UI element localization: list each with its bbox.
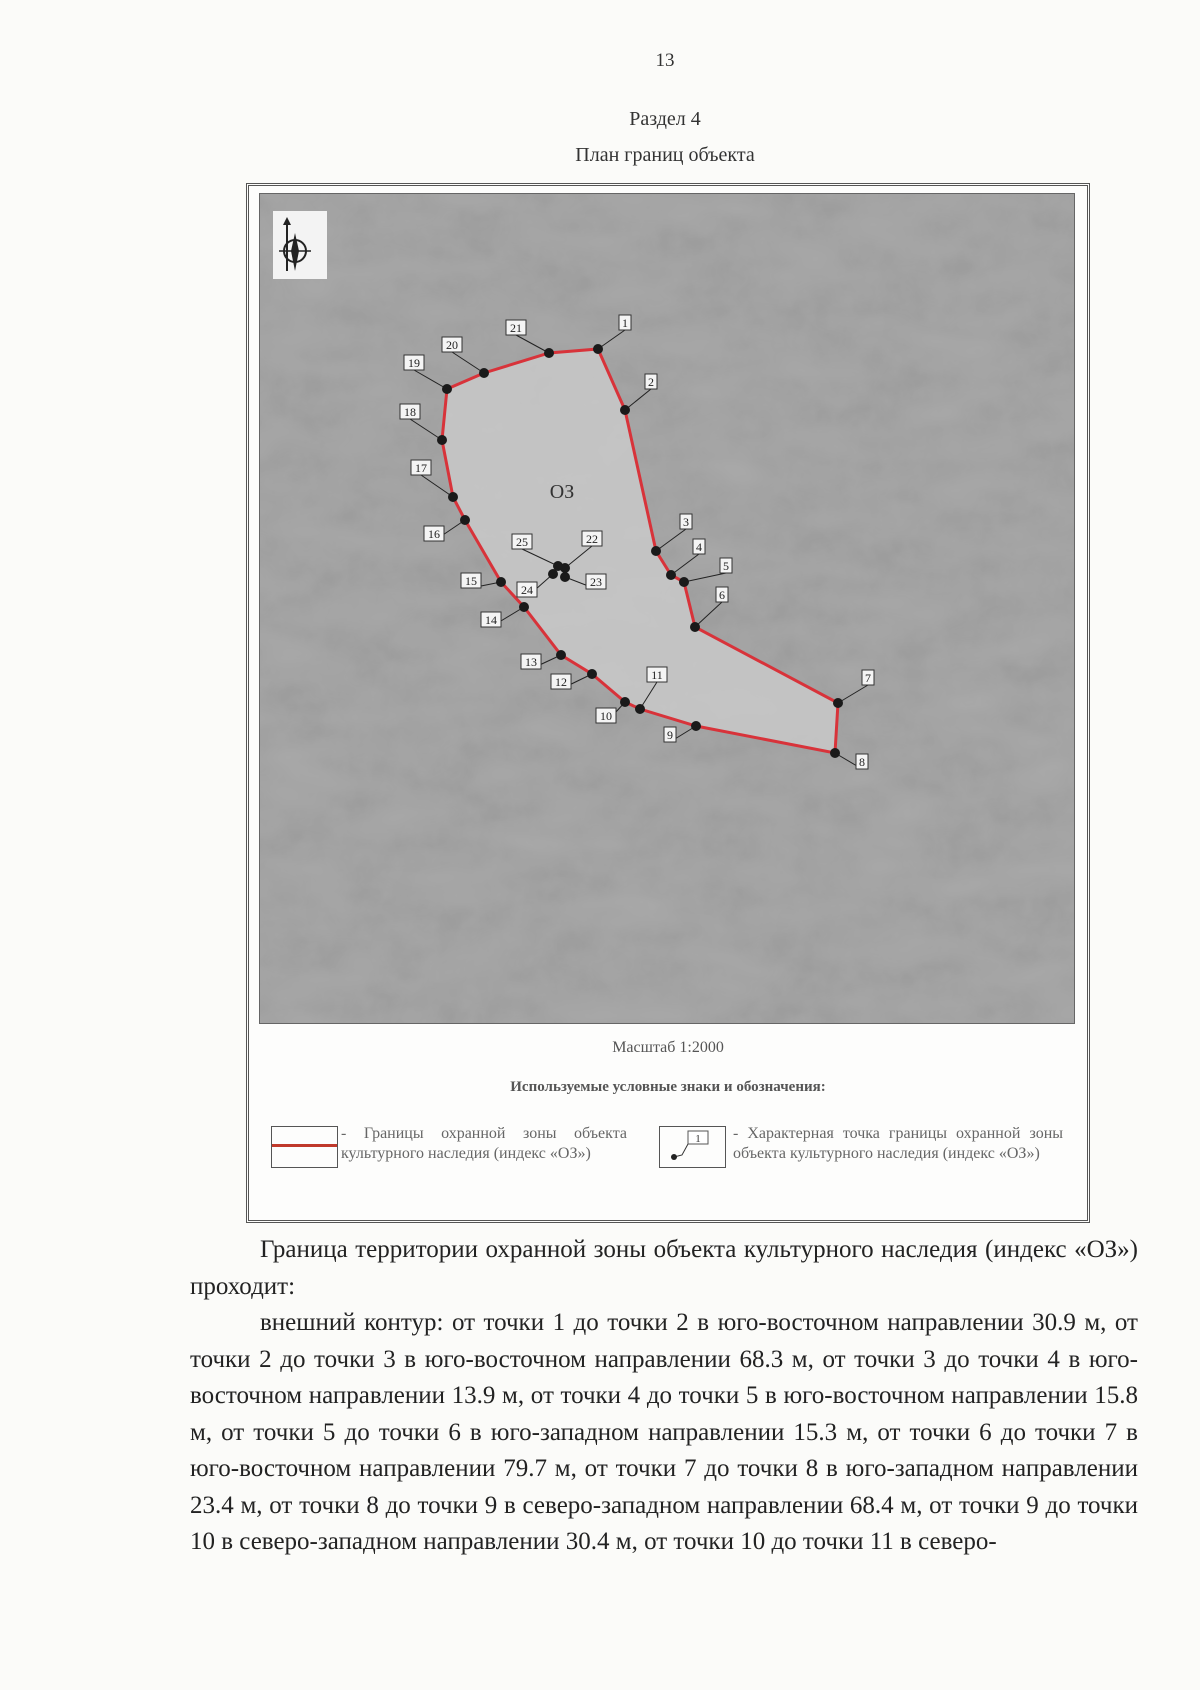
legend-boundary-symbol	[271, 1126, 338, 1168]
description-intro: Граница территории охранной зоны объекта культурного наследия (индекс «ОЗ») проходит:	[190, 1236, 1138, 1300]
svg-text:10: 10	[600, 709, 612, 723]
north-arrow-icon	[273, 211, 327, 279]
svg-text:7: 7	[865, 671, 871, 685]
svg-text:12: 12	[555, 675, 567, 689]
svg-text:21: 21	[510, 321, 522, 335]
svg-text:1: 1	[622, 316, 628, 330]
zone-label: ОЗ	[549, 481, 575, 503]
svg-text:3: 3	[683, 515, 689, 529]
svg-text:14: 14	[485, 613, 497, 627]
svg-text:18: 18	[404, 405, 416, 419]
svg-text:6: 6	[719, 588, 725, 602]
svg-text:19: 19	[408, 356, 420, 370]
legend-point-text: - Характерная точка границы охранной зоны объекта культурного наследия (индекс «ОЗ»)	[733, 1125, 1063, 1162]
svg-text:11: 11	[651, 668, 663, 682]
description-outer-contour: внешний контур: от точки 1 до точки 2 в юго-восточном направлении 30.9 м, от точки 2 до точки 3 в юго-восточном направлении 68.3 м, от точки 3 до точки 4 в юго-восточном направлении 13.9 м, от точки 4 до точки 5 в юго-восточном направлении 15.8 м, от точки 5 до точки 6 в юго-западном направлении 15.3 м, от точки 6 до точки 7 в юго-восточном направлении 79.7 м, от точки 7 до точки 8 в юго-западном направлении 23.4 м, от точки 8 до точки 9 в северо-западном направлении 68.4 м, от точки 9 до точки 10 в северо-западном направлении 30.4 м, от точки 10 до точки 11 в северо-	[190, 1309, 1138, 1555]
legend-title: Используемые условные знаки и обозначения:	[510, 1079, 826, 1095]
svg-text:2: 2	[648, 375, 654, 389]
page-number: 13	[655, 50, 675, 71]
svg-text:23: 23	[590, 575, 602, 589]
svg-text:20: 20	[446, 338, 458, 352]
svg-text:22: 22	[586, 532, 598, 546]
map-canvas	[260, 194, 1074, 1023]
section-heading: Раздел 4	[629, 108, 701, 130]
svg-text:17: 17	[415, 461, 427, 475]
svg-text:15: 15	[465, 574, 477, 588]
svg-text:9: 9	[667, 728, 673, 742]
legend-point-symbol	[659, 1126, 726, 1168]
legend-boundary-text: - Границы охранной зоны объекта культурного наследия (индекс «ОЗ»)	[341, 1125, 627, 1162]
boundary-description	[190, 1232, 1138, 1561]
svg-text:25: 25	[516, 535, 528, 549]
plan-frame	[246, 183, 1090, 1223]
map-scale: Масштаб 1:2000	[612, 1039, 724, 1056]
svg-text:5: 5	[723, 559, 729, 573]
svg-text:4: 4	[696, 540, 702, 554]
svg-text:13: 13	[525, 655, 537, 669]
plan-title: План границ объекта	[575, 144, 755, 166]
aerial-map	[259, 193, 1075, 1024]
legend-point-number: 1	[695, 1133, 701, 1145]
svg-text:8: 8	[859, 755, 865, 769]
svg-text:24: 24	[521, 583, 533, 597]
svg-text:16: 16	[428, 527, 440, 541]
